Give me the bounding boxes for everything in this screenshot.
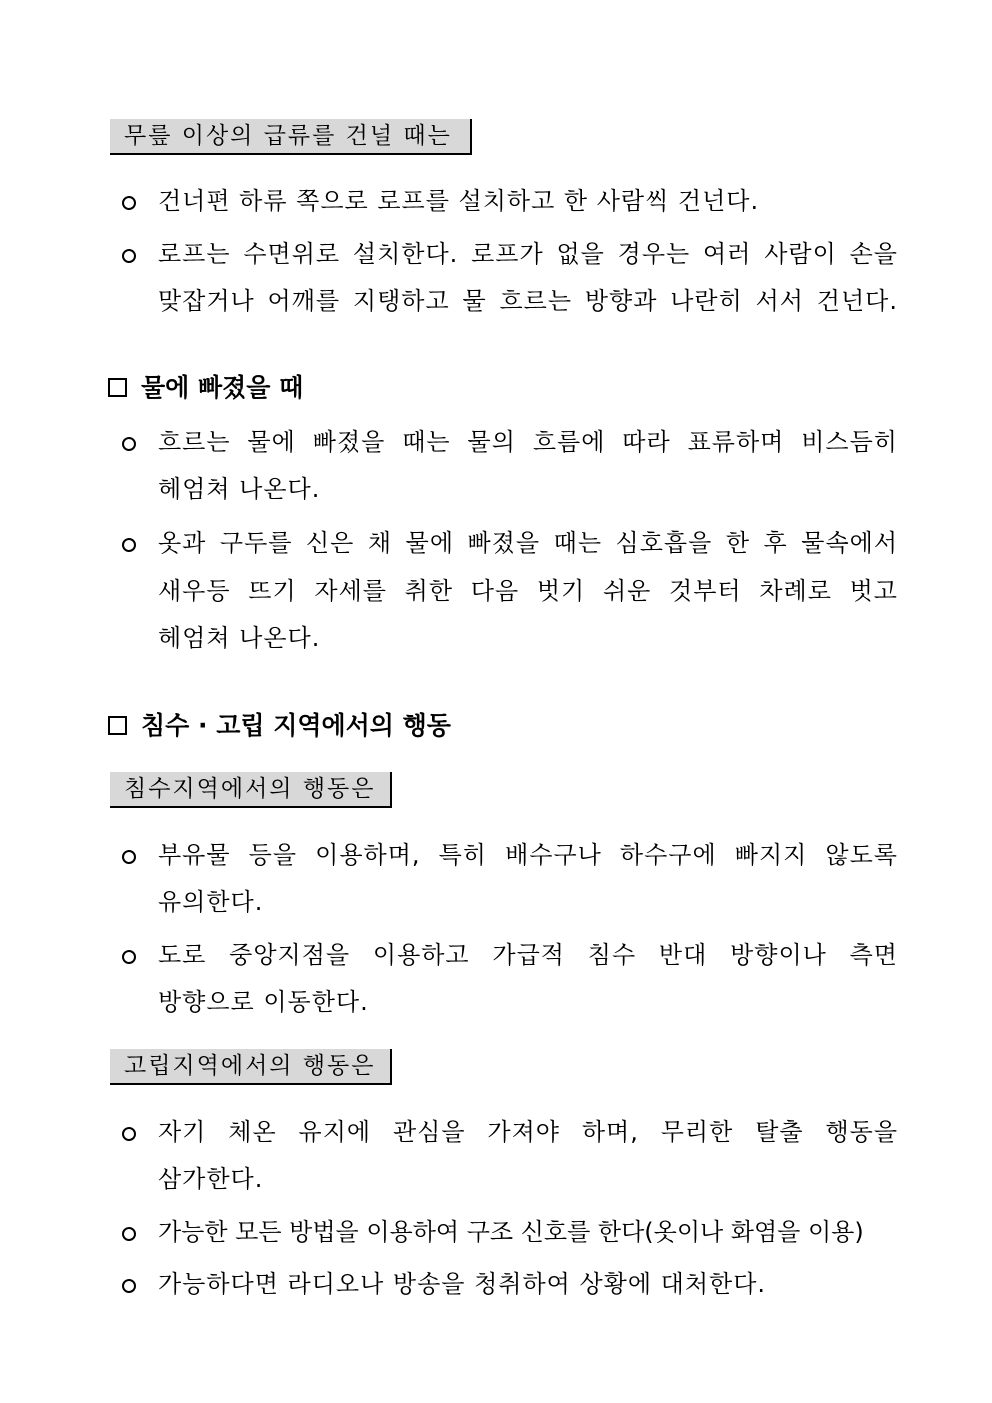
square-bullet-icon: [108, 716, 127, 735]
list-item-text: 흐르는 물에 빠졌을 때는 물의 흐름에 따라 표류하며 비스듬히: [158, 428, 898, 456]
bullet-icon: [122, 1227, 136, 1241]
section-heading-fell-in-water: [108, 370, 303, 406]
list-item-text: 방향으로 이동한다.: [158, 988, 369, 1016]
list-item-text: 맞잡거나 어깨를 지탱하고 물 흐르는 방향과 나란히 서서 건넌다.: [158, 287, 898, 315]
list-item-text: 가능한 모든 방법을 이용하여 구조 신호를 한다(옷이나 화염을 이용): [158, 1218, 864, 1246]
list-item-text: 가능하다면 라디오나 방송을 청취하여 상황에 대처한다.: [158, 1270, 767, 1298]
section-heading-text: 침수 · 고립 지역에서의 행동: [141, 711, 451, 740]
square-bullet-icon: [108, 378, 127, 397]
list-item-text: 자기 체온 유지에 관심을 가져야 하며, 무리한 탈출 행동을: [158, 1118, 898, 1146]
section-heading-text: 물에 빠졌을 때: [141, 373, 304, 402]
list-item-text: 부유물 등을 이용하며, 특히 배수구나 하수구에 빠지지 않도록: [158, 841, 898, 869]
subheading-isolated-area: 고립지역에서의 행동은: [110, 1049, 392, 1085]
section-heading-flood-isolation: [108, 708, 451, 744]
bullet-icon: [122, 538, 136, 552]
list-item-text: 옷과 구두를 신은 채 물에 빠졌을 때는 심호흡을 한 후 물속에서: [158, 529, 898, 557]
bullet-icon: [122, 850, 136, 864]
bullet-icon: [122, 249, 136, 263]
list-item-text: 로프는 수면위로 설치한다. 로프가 없을 경우는 여러 사람이 손을: [158, 240, 898, 268]
list-item-text: 헤엄쳐 나온다.: [158, 475, 321, 503]
bullet-icon: [122, 950, 136, 964]
bullet-icon: [122, 196, 136, 210]
bullet-icon: [122, 1127, 136, 1141]
list-item-text: 삼가한다.: [158, 1165, 264, 1193]
subheading-flooded-area: 침수지역에서의 행동은: [110, 772, 392, 808]
bullet-icon: [122, 1279, 136, 1293]
bullet-icon: [122, 437, 136, 451]
list-item-text: 도로 중앙지점을 이용하고 가급적 침수 반대 방향이나 측면: [158, 941, 898, 969]
list-item-text: 건너편 하류 쪽으로 로프를 설치하고 한 사람씩 건넌다.: [158, 187, 760, 215]
list-item-text: 새우등 뜨기 자세를 취한 다음 벗기 쉬운 것부터 차례로 벗고: [158, 577, 898, 605]
subheading-rapid-crossing: 무릎 이상의 급류를 건널 때는: [110, 119, 472, 155]
list-item-text: 헤엄쳐 나온다.: [158, 624, 321, 652]
list-item-text: 유의한다.: [158, 888, 264, 916]
